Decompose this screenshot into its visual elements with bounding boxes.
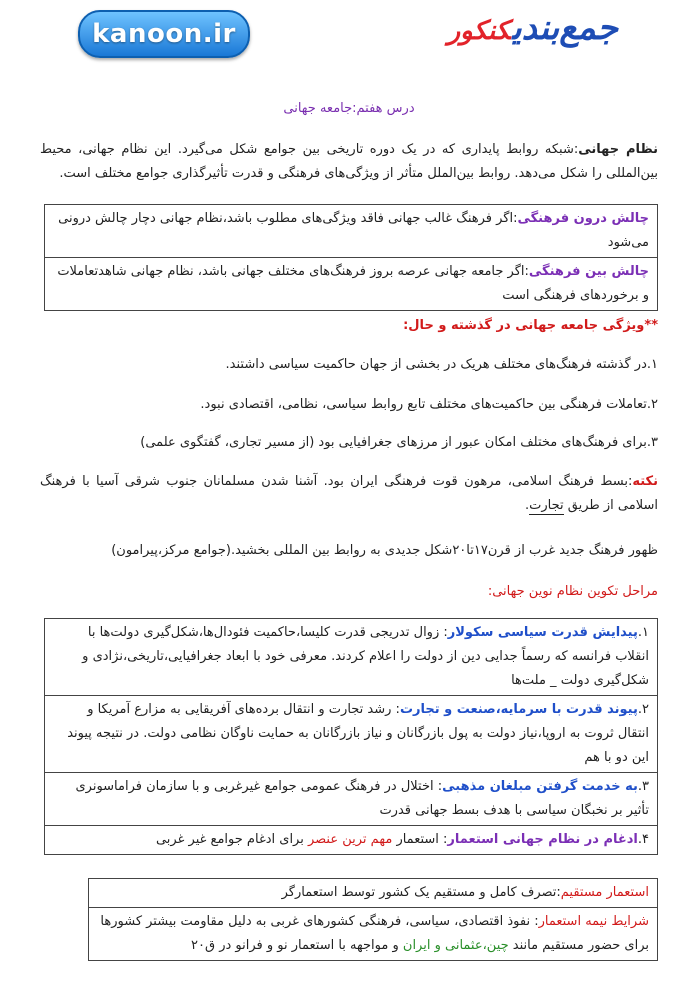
stage-text: : رشد تجارت و انتقال برده‌های آفریقایی به مزارع آمریکا و انتقال ثروت به اروپا،نیاز دولت به پول بازرگانان و نیاز بازرگانان به حمایت ناوگان نظامی دولت. در نتیجه پیوند این دو با هم	[67, 702, 649, 765]
stage-title: به خدمت گرفتن مبلغان مذهبی	[442, 779, 638, 794]
stage-row	[45, 825, 657, 854]
stage-text: : اختلال در فرهنگ عمومی جوامع غیرغربی و با سازمان فراماسونری تأثیر بر نخبگان سیاسی با هدف بسط جهانی قدرت	[75, 779, 649, 818]
lesson-title: درس هفتم:جامعه جهانی	[283, 101, 415, 116]
note-underlined: تجارت	[529, 498, 564, 513]
colonial-semi-row	[89, 907, 657, 960]
stage-number: ۳.	[637, 779, 649, 794]
stage-row	[45, 772, 657, 825]
challenge-title: چالش بین فرهنگی	[528, 264, 649, 279]
intro-text: :شبکه روابط پایداری که در یک دوره تاریخی بین جوامع شکل می‌گیرد. این نظام جهانی، محیط بین‌المللی را شکل می‌دهد. روابط بین‌الملل متأثر از ویژگی‌های فرهنگی و قدرت تأثیرگذاری جوامع مختلف است.	[40, 142, 658, 181]
direct-colonialism-text: :تصرف کامل و مستقیم یک کشور توسط استعمارگر	[281, 885, 561, 900]
stage-row	[45, 695, 657, 772]
stage-highlight: مهم ترین عنصر	[307, 832, 393, 847]
stage-title: ادغام در نظام جهانی استعمار	[447, 832, 638, 847]
intro-paragraph	[40, 138, 658, 186]
past-item: ۱.در گذشته فرهنگ‌های مختلف هریک در بخشی از جهان حاکمیت سیاسی داشتند.	[225, 357, 658, 372]
kanoon-logo	[78, 10, 250, 58]
semi-colonial-label: شرایط نیمه استعمار	[538, 914, 649, 929]
note-label: نکته	[632, 474, 658, 489]
colonial-direct-row	[89, 879, 657, 907]
challenge-text: :اگر فرهنگ غالب جهانی فاقد ویژگی‌های مطلوب باشد،نظام جهانی دچار چالش درونی می‌شود	[58, 211, 649, 250]
colonialism-box	[88, 878, 658, 961]
jambandi-konkur-logo	[448, 8, 618, 58]
challenges-box	[44, 204, 658, 311]
stage-text-end: برای ادغام جوامع غیر غربی	[155, 832, 308, 847]
challenge-row	[45, 205, 657, 257]
logo-title-main: جمع‌بندی	[512, 8, 618, 48]
note-paragraph	[40, 470, 658, 518]
stages-box	[44, 618, 658, 855]
note-text: :بسط فرهنگ اسلامی، مرهون قوت فرهنگی ایران بود. آشنا شدن مسلمانان جنوب شرقی آسیا با فرهنگ اسلامی از طریق	[40, 474, 658, 513]
stage-text: : زوال تدریجی قدرت کلیسا،حاکمیت فئودال‌ها،شکل‌گیری دولت‌ها با انقلاب فرانسه که رسماً جدایی دین از دولت را اعلام کردند. معرفی خود با ابعاد جغرافیایی،تاریخی،نژادی و شکل‌گیری دولت _ ملت‌ها	[82, 625, 649, 688]
past-item: ۲.تعاملات فرهنگی بین حاکمیت‌های مختلف تابع روابط سیاسی، نظامی، اقتصادی نبود.	[200, 397, 658, 412]
past-item: ۳.برای فرهنگ‌های مختلف امکان عبور از مرزهای جغرافیایی بود (از مسیر تجاری، گفتگوی علمی)	[140, 435, 658, 450]
semi-colonial-text: : نفوذ اقتصادی، سیاسی، فرهنگی کشورهای غربی به دلیل مقاومت بیشتر کشورها برای حضور مستقیم مانند	[100, 914, 649, 953]
stage-number: ۱.	[637, 625, 649, 640]
stages-heading: مراحل تکوین نظام نوین جهانی:	[487, 584, 658, 599]
logo-title-accent: کنکور	[447, 16, 511, 46]
stage-title: پیدایش قدرت سیاسی سکولار	[447, 625, 638, 640]
semi-colonial-countries: چین،عثمانی و ایران	[402, 938, 509, 953]
past-features-heading: **ویژگی جامعه جهانی در گذشته و حال:	[403, 318, 658, 333]
stage-text: : استعمار	[396, 832, 448, 847]
direct-colonialism-label: استعمار مستقیم	[560, 885, 649, 900]
stage-row	[45, 619, 657, 695]
challenge-row	[45, 257, 657, 310]
modern-west-sentence: ظهور فرهنگ جدید غرب از قرن۱۷تا۲۰شکل جدیدی به روابط بین المللی بخشید.(جوامع مرکز،پیرامون)	[111, 543, 658, 558]
challenge-title: چالش درون فرهنگی	[517, 211, 649, 226]
challenge-text: :اگر جامعه جهانی عرصه بروز فرهنگ‌های مختلف جهانی باشد، نظام جهانی شاهدتعاملات و برخوردهای فرهنگی است	[57, 264, 649, 303]
kanoon-logo-text: kanoon.ir	[92, 19, 236, 49]
stage-number: ۲.	[637, 702, 649, 717]
semi-colonial-end: و مواجهه با استعمار نو و فرانو در ق۲۰	[191, 938, 403, 953]
note-end: .	[525, 498, 530, 513]
stage-title: پیوند قدرت با سرمایه،صنعت و تجارت	[399, 702, 638, 717]
stage-number: ۴.	[637, 832, 649, 847]
intro-term: نظام جهانی	[578, 142, 658, 157]
